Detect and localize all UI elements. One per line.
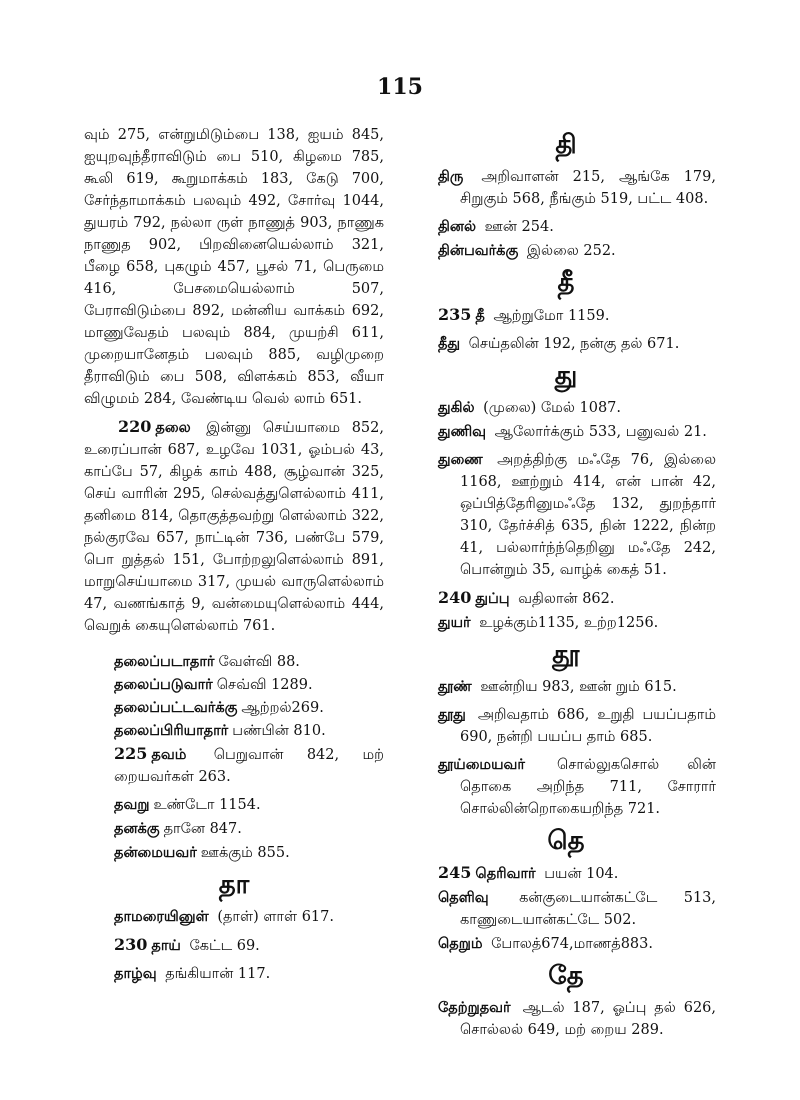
entry-head: தெறும் xyxy=(438,935,483,952)
entry-head: தெளிவு xyxy=(438,889,489,906)
entry-thuyar xyxy=(438,612,716,634)
entry-thalaippaduvaar xyxy=(84,674,384,696)
entry-head: தவம் xyxy=(151,746,187,763)
entry-text: (தாள்) ளாள் 617. xyxy=(217,909,334,925)
entry-thalaippiriyaathaar xyxy=(84,720,384,742)
continued-entry: வும் 275, என்றுமிடும்பை 138, ஐயம் 845, ஐயுறவுந்தீராவிடும் பை 510, கிழமை 785, கூலி 619, கூறுமாக்கம் 183, கேடு 700, சேர்ந்தாமாக்கம் பலவும் 492, சோர்வு 1044, துயரம் 792, நல்லா ருள் நாணுத் 903, நாணுக நாணுத 902, பிறவினையெல்லாம் 321, பீழை 658, புகழும் 457, பூசல் 71, பெருமை 416, பேசமையெல்லாம் 507, பேராவிடும்பை 892, மன்னிய வாக்கம் 692, மாணுவேதம் பலவும் 884, முயற்சி 611, முறையானேதம் பலவும் 885, வழிமுறை தீராவிடும் பை 508, விளக்கம் 853, வீயா விழுமம் 284, வேண்டிய வெல் லாம் 651. xyxy=(84,127,384,407)
entry-text: அறத்திற்கு மஃதே 76, இல்லை 1168, ஊற்றும் 414, என் பான் 42, ஒப்பித்தேரினுமஃதே 132, துறந்தார் 310, தேர்ச்சித் 635, நின் 1222, நின்ற 41, பல்லார்ந்ந்தெறினு மஃதே 242, பொன்றும் 35, வாழ்க் கைத் 51. xyxy=(460,452,717,578)
entry-text: தானே 847. xyxy=(163,821,242,837)
entry-thunai xyxy=(438,449,716,581)
entry-theethu xyxy=(438,333,716,355)
entry-text: உழக்கும்1135, உற்ற1256. xyxy=(479,615,659,631)
entry-thinal xyxy=(438,216,716,238)
entry-head: தலைப்பிரியாதார் xyxy=(114,722,229,739)
entry-text: (முலை) மேல் 1087. xyxy=(483,400,622,416)
entry-head: தலைப்படுவார் xyxy=(114,676,213,693)
entry-thugil xyxy=(438,397,716,419)
entry-text: இன்னு செய்யாமை 852, உரைப்பான் 687, உழவே 1031, ஓம்பல் 43, காப்பே 57, கிழக் காம் 488, சூழ்வான் 325, செய் வாரின் 295, செல்வத்துளெல்லாம் 411, தனிமை 814, தொகுத்தவற்று ளெல்லாம் 322, நல்குரவே 657, நாட்டின் 736, பண்பே 579, பொ றுத்தல் 151, போற்றலுளெல்லாம் 891, மாறுசெய்யாமை 317, முயல் வாருளெல்லாம் 47, வணங்காத் 9, வன்மையுளெல்லாம் 444, வெறுக் கையுளெல்லாம் 761. xyxy=(84,420,384,634)
entry-head: துயர் xyxy=(438,614,471,631)
entry-head: தின்பவர்க்கு xyxy=(438,242,519,259)
page-number: 115 xyxy=(377,74,423,100)
entry-head: தீது xyxy=(438,335,461,352)
entry-number: 245 xyxy=(438,863,472,882)
entry-head: தீ xyxy=(475,307,485,324)
entry-text: வதிலான் 862. xyxy=(518,591,615,607)
entry-text: ஆடல் 187, ஓப்பு தல் 626, சொல்லல் 649, மற் றைய 289. xyxy=(460,1000,716,1038)
entry-head: தாய் xyxy=(151,937,181,954)
entry-head: திரு xyxy=(438,168,464,185)
entry-text: ஆலோர்க்கும் 533, பனுவல் 21. xyxy=(494,424,707,440)
entry-text: கேட்ட 69. xyxy=(189,938,260,954)
section-letter-thaa: தா xyxy=(218,870,250,900)
entry-220 xyxy=(84,416,384,637)
entry-text: ஊக்கும் 855. xyxy=(200,845,290,861)
entry-thalaippattavarkku xyxy=(84,697,384,719)
entry-number: 225 xyxy=(114,744,148,763)
entry-number: 240 xyxy=(438,588,472,607)
entry-text: செய்தலின் 192, நன்கு தல் 671. xyxy=(468,336,680,352)
entry-text: தங்கியான் 117. xyxy=(165,966,271,982)
entry-text: பண்பின் 810. xyxy=(232,723,326,739)
entry-thoothu xyxy=(438,704,716,748)
entry-head: தெரிவார் xyxy=(475,865,536,882)
entry-head: தாழ்வு xyxy=(114,965,157,982)
entry-head: தவறு xyxy=(114,796,150,813)
entry-text: செவ்வி 1289. xyxy=(216,677,313,693)
entry-text: கன்குடையான்கட்டே 513, காணுடையான்கட்டே 502. xyxy=(460,890,717,928)
entry-head: தேற்றுதவர் xyxy=(438,999,511,1016)
section-letter-thae: தே xyxy=(548,961,584,991)
entry-head: தூய்மையவர் xyxy=(438,756,525,773)
entry-thinbavarkku xyxy=(438,240,716,262)
entry-head: துகில் xyxy=(438,399,475,416)
entry-thaazhvu xyxy=(84,963,384,985)
entry-text: இல்லை 252. xyxy=(526,243,616,259)
right-column xyxy=(416,124,716,1047)
section-letter-thoo: தூ xyxy=(552,640,580,670)
entry-head: தினல் xyxy=(438,218,476,235)
entry-head: தூது xyxy=(438,706,466,723)
entry-240 xyxy=(438,587,716,610)
entry-text: சொல்லுகசொல் லின் தொகை அறிந்த 711, சோரார் சொல்லின்றொகையறிந்த 721. xyxy=(460,757,716,817)
section-letter-thee: தீ xyxy=(557,268,575,298)
entry-therum xyxy=(438,933,716,955)
entry-number: 230 xyxy=(114,935,148,954)
entry-text: ஊன் 254. xyxy=(484,219,554,235)
entry-thiru xyxy=(438,166,716,210)
entry-text: ஆற்றுமோ 1159. xyxy=(493,308,610,324)
entry-number: 220 xyxy=(118,417,152,436)
entry-230 xyxy=(84,934,384,957)
entry-head: தலைப்பட்டவர்க்கு xyxy=(114,699,238,716)
entry-text: அறிவாளன் 215, ஆங்கே 179, சிறுகும் 568, நீங்கும் 519, பட்ட 408. xyxy=(460,169,716,207)
section-letter-thu: து xyxy=(554,361,578,391)
entry-text: அறிவதாம் 686, உறுதி பயப்பதாம் 690, நன்றி பயப்ப தாம் 685. xyxy=(460,707,716,745)
entry-head: துப்பு xyxy=(475,590,510,607)
entry-235 xyxy=(438,304,716,327)
entry-text: வேள்வி 88. xyxy=(218,654,300,670)
section-letter-the: தெ xyxy=(547,826,585,856)
entry-245 xyxy=(438,862,716,885)
entry-therruthavar xyxy=(438,997,716,1041)
entry-thooymaiyavar xyxy=(438,754,716,820)
entry-head: தலைப்படாதார் xyxy=(114,653,215,670)
entry-text: ஆற்றல்269. xyxy=(241,700,324,716)
entry-text: பெறுவான் 842, மற் றையவர்கள் 263. xyxy=(114,747,384,785)
entry-head: துணிவு xyxy=(438,423,487,440)
entry-text: ஊன்றிய 983, ஊன் றும் 615. xyxy=(480,679,677,695)
entry-head: தாமரையினுள் xyxy=(114,908,209,925)
entry-head: தன்மையவர் xyxy=(114,844,197,861)
entry-text: பயன் 104. xyxy=(544,866,619,882)
entry-thanmaiyavar xyxy=(84,842,384,864)
entry-thavaru xyxy=(84,794,384,816)
entry-text: போலத்674,மாணத்883. xyxy=(491,936,653,952)
entry-text: உண்டோ 1154. xyxy=(153,797,261,813)
entry-thunivu xyxy=(438,421,716,443)
entry-thoon xyxy=(438,676,716,698)
entry-number: 235 xyxy=(438,305,472,324)
entry-head: தலை xyxy=(155,419,191,436)
entry-head: துணை xyxy=(438,451,483,468)
section-letter-thi: தி xyxy=(555,130,577,160)
entry-thaamarai xyxy=(84,906,384,928)
entry-head: தூண் xyxy=(438,678,472,695)
left-column xyxy=(84,124,384,991)
entry-thalaippadaathaar xyxy=(84,651,384,673)
entry-thanakku xyxy=(84,818,384,840)
entry-head: தனக்கு xyxy=(114,820,160,837)
entry-225 xyxy=(84,743,384,788)
entry-thelivu xyxy=(438,887,716,931)
